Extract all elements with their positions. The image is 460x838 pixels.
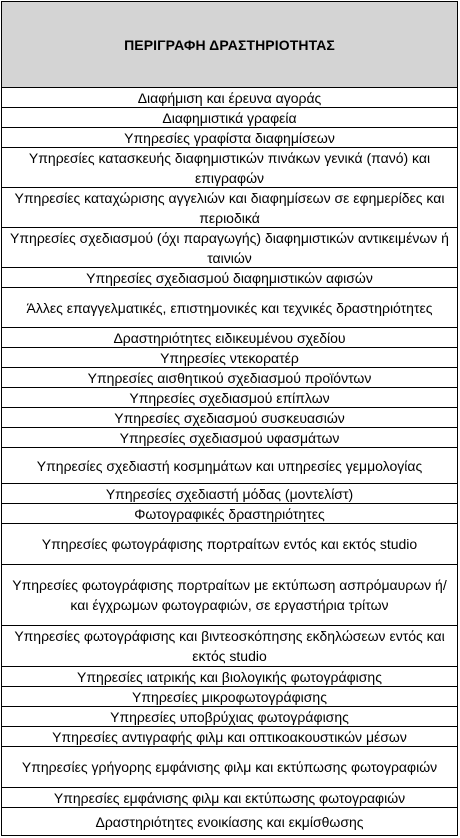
table-row: Υπηρεσίες σχεδιασμού διαφημιστικών αφισών	[2, 268, 457, 288]
table-row: Υπηρεσίες γρήγορης εμφάνισης φιλμ και εκτύπωσης φωτογραφιών	[2, 747, 457, 788]
table-row: Υπηρεσίες υποβρύχιας φωτογράφισης	[2, 707, 457, 727]
table-body	[2, 88, 457, 835]
table-row: Υπηρεσίες σχεδιασμού συσκευασιών	[2, 408, 457, 428]
table-row: Υπηρεσίες κατασκευής διαφημιστικών πινάκων γενικά (πανό) και επιγραφών	[2, 148, 457, 188]
table-row: Υπηρεσίες φωτογράφισης πορτραίτων με εκτύπωση ασπρόμαυρων ή/και έγχρωμων φωτογραφιών, σε εργαστήρια τρίτων	[2, 565, 457, 626]
table-row: Υπηρεσίες καταχώρισης αγγελιών και διαφημίσεων σε εφημερίδες και περιοδικά	[2, 188, 457, 228]
table-row: Υπηρεσίες φωτογράφισης πορτραίτων εντός και εκτός studio	[2, 524, 457, 565]
table-row: Υπηρεσίες αντιγραφής φιλμ και οπτικοακουστικών μέσων	[2, 727, 457, 747]
table-row: Υπηρεσίες σχεδιασμού (όχι παραγωγής) διαφημιστικών αντικειμένων ή ταινιών	[2, 228, 457, 268]
table-row: Άλλες επαγγελματικές, επιστημονικές και τεχνικές δραστηριότητες	[2, 288, 457, 328]
table-row: Υπηρεσίες φωτογράφισης και βιντεοσκόπησης εκδηλώσεων εντός και εκτός studio	[2, 626, 457, 667]
table-row: Δραστηριότητες ενοικίασης και εκμίσθωσης	[95, 813, 364, 830]
table-row: Διαφήμιση και έρευνα αγοράς	[2, 88, 457, 108]
table-row: Υπηρεσίες σχεδιαστή κοσμημάτων και υπηρεσίες γεμμολογίας	[2, 448, 457, 484]
table-row: Υπηρεσίες σχεδιαστή μόδας (μοντελίστ)	[2, 484, 457, 504]
activity-table	[1, 1, 458, 836]
table-row: Φωτογραφικές δραστηριότητες	[2, 504, 457, 524]
table-row: Υπηρεσίες σχεδιασμού επίπλων	[2, 388, 457, 408]
table-row: Διαφημιστικά γραφεία	[2, 108, 457, 128]
table-row: Υπηρεσίες μικροφωτογράφισης	[2, 687, 457, 707]
table-header: ΠΕΡΙΓΡΑΦΗ ΔΡΑΣΤΗΡΙΟΤΗΤΑΣ	[2, 2, 457, 88]
table-row: Υπηρεσίες ιατρικής και βιολογικής φωτογράφισης	[2, 667, 457, 687]
table-row: Υπηρεσίες σχεδιασμού υφασμάτων	[2, 428, 457, 448]
table-row: Υπηρεσίες εμφάνισης φιλμ και εκτύπωσης φωτογραφιών	[2, 788, 457, 808]
table-row: Υπηρεσίες αισθητικού σχεδιασμού προϊόντων	[2, 368, 457, 388]
table-row: Υπηρεσίες γραφίστα διαφημίσεων	[2, 128, 457, 148]
table-row: Δραστηριότητες ειδικευμένου σχεδίου	[2, 328, 457, 348]
table-row: Υπηρεσίες ντεκορατέρ	[2, 348, 457, 368]
